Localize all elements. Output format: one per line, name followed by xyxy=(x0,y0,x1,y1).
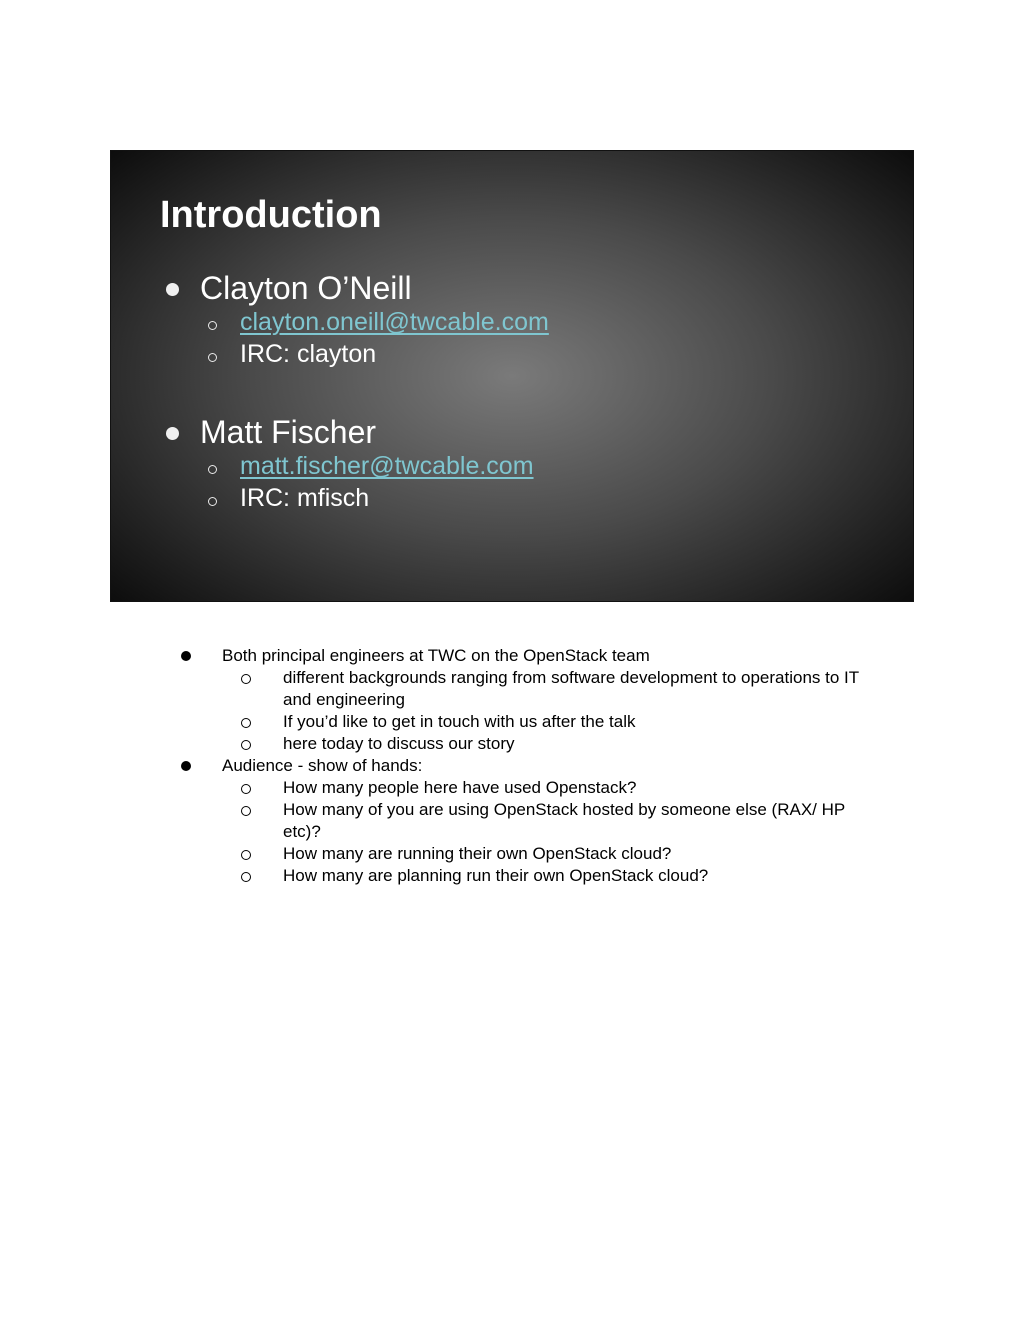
sub-bullet-icon xyxy=(241,740,251,750)
note-subtext: different backgrounds ranging from software development to operations to IT and engineering xyxy=(283,668,859,709)
note-subtext: How many are running their own OpenStack cloud? xyxy=(283,844,672,863)
sub-bullet-icon xyxy=(241,718,251,728)
irc-handle: IRC: mfisch xyxy=(240,484,370,512)
sub-bullet-icon xyxy=(208,353,217,362)
bullet-icon xyxy=(166,427,179,440)
note-subitem xyxy=(0,843,1024,865)
sub-bullet-icon xyxy=(241,872,251,882)
note-text: Audience - show of hands: xyxy=(222,756,423,775)
note-subitem xyxy=(0,865,1024,887)
note-subitem xyxy=(0,733,1024,755)
note-subtext: here today to discuss our story xyxy=(283,734,515,753)
note-item xyxy=(0,755,1024,777)
irc-row xyxy=(111,339,913,369)
note-subtext: If you’d like to get in touch with us after the talk xyxy=(283,712,636,731)
presenter-name: Clayton O’Neill xyxy=(200,270,412,306)
note-subtext: How many are planning run their own OpenStack cloud? xyxy=(283,866,709,885)
slide-thumbnail xyxy=(110,150,914,602)
sub-bullet-icon xyxy=(241,806,251,816)
email-row xyxy=(111,307,913,337)
note-subitem xyxy=(0,799,1024,843)
irc-row xyxy=(111,483,913,513)
irc-handle: IRC: clayton xyxy=(240,340,377,368)
note-subtext: How many people here have used Openstack? xyxy=(283,778,637,797)
sub-bullet-icon xyxy=(208,321,217,330)
sub-bullet-icon xyxy=(208,465,217,474)
note-subitem xyxy=(0,667,1024,711)
note-subtext: How many of you are using OpenStack hosted by someone else (RAX/ HP etc)? xyxy=(283,800,845,841)
bullet-icon xyxy=(181,651,191,661)
sub-bullet-icon xyxy=(241,784,251,794)
note-subitem xyxy=(0,711,1024,733)
sub-bullet-icon xyxy=(241,674,251,684)
sub-bullet-icon xyxy=(208,497,217,506)
slide-title: Introduction xyxy=(160,194,382,236)
presenter-row xyxy=(111,269,913,307)
note-subitem xyxy=(0,777,1024,799)
speaker-notes xyxy=(0,645,1024,887)
sub-bullet-icon xyxy=(241,850,251,860)
bullet-icon xyxy=(166,283,179,296)
note-item xyxy=(0,645,1024,667)
email-link[interactable]: clayton.oneill@twcable.com xyxy=(240,308,549,336)
email-row xyxy=(111,451,913,481)
email-link[interactable]: matt.fischer@twcable.com xyxy=(240,452,534,480)
bullet-icon xyxy=(181,761,191,771)
note-text: Both principal engineers at TWC on the OpenStack team xyxy=(222,646,650,665)
presenter-row xyxy=(111,413,913,451)
presenter-name: Matt Fischer xyxy=(200,414,377,450)
